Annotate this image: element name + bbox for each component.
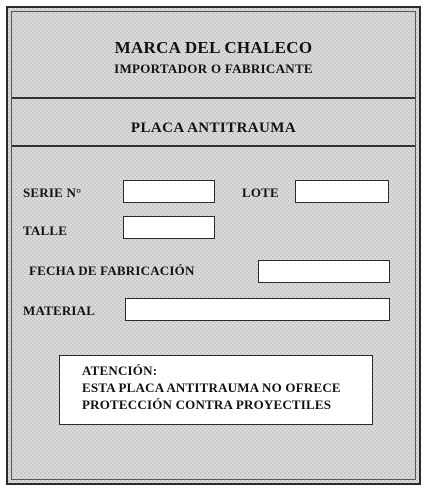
- warning-box: [59, 355, 373, 425]
- fecha-label: FECHA DE FABRICACIÓN: [29, 263, 195, 278]
- material-field[interactable]: [125, 298, 390, 321]
- header-divider: [12, 97, 415, 99]
- vest-label-card: [6, 6, 421, 485]
- warning-line-1: ESTA PLACA ANTITRAUMA NO OFRECE: [82, 380, 341, 395]
- talle-label: TALLE: [23, 223, 68, 238]
- warning-line-2: PROTECCIÓN CONTRA PROYECTILES: [82, 397, 332, 412]
- warning-heading: ATENCIÓN:: [82, 363, 158, 378]
- brand-title: MARCA DEL CHALECO: [114, 38, 313, 57]
- brand-subtitle: IMPORTADOR O FABRICANTE: [114, 61, 313, 76]
- fecha-field[interactable]: [258, 260, 390, 283]
- lote-label: LOTE: [242, 185, 279, 200]
- serie-field[interactable]: [123, 180, 215, 203]
- talle-field[interactable]: [123, 216, 215, 239]
- product-name: PLACA ANTITRAUMA: [130, 120, 297, 136]
- serie-label: SERIE N°: [23, 185, 82, 200]
- lote-field[interactable]: [295, 180, 389, 203]
- material-label: MATERIAL: [23, 303, 96, 318]
- section-divider: [12, 145, 415, 147]
